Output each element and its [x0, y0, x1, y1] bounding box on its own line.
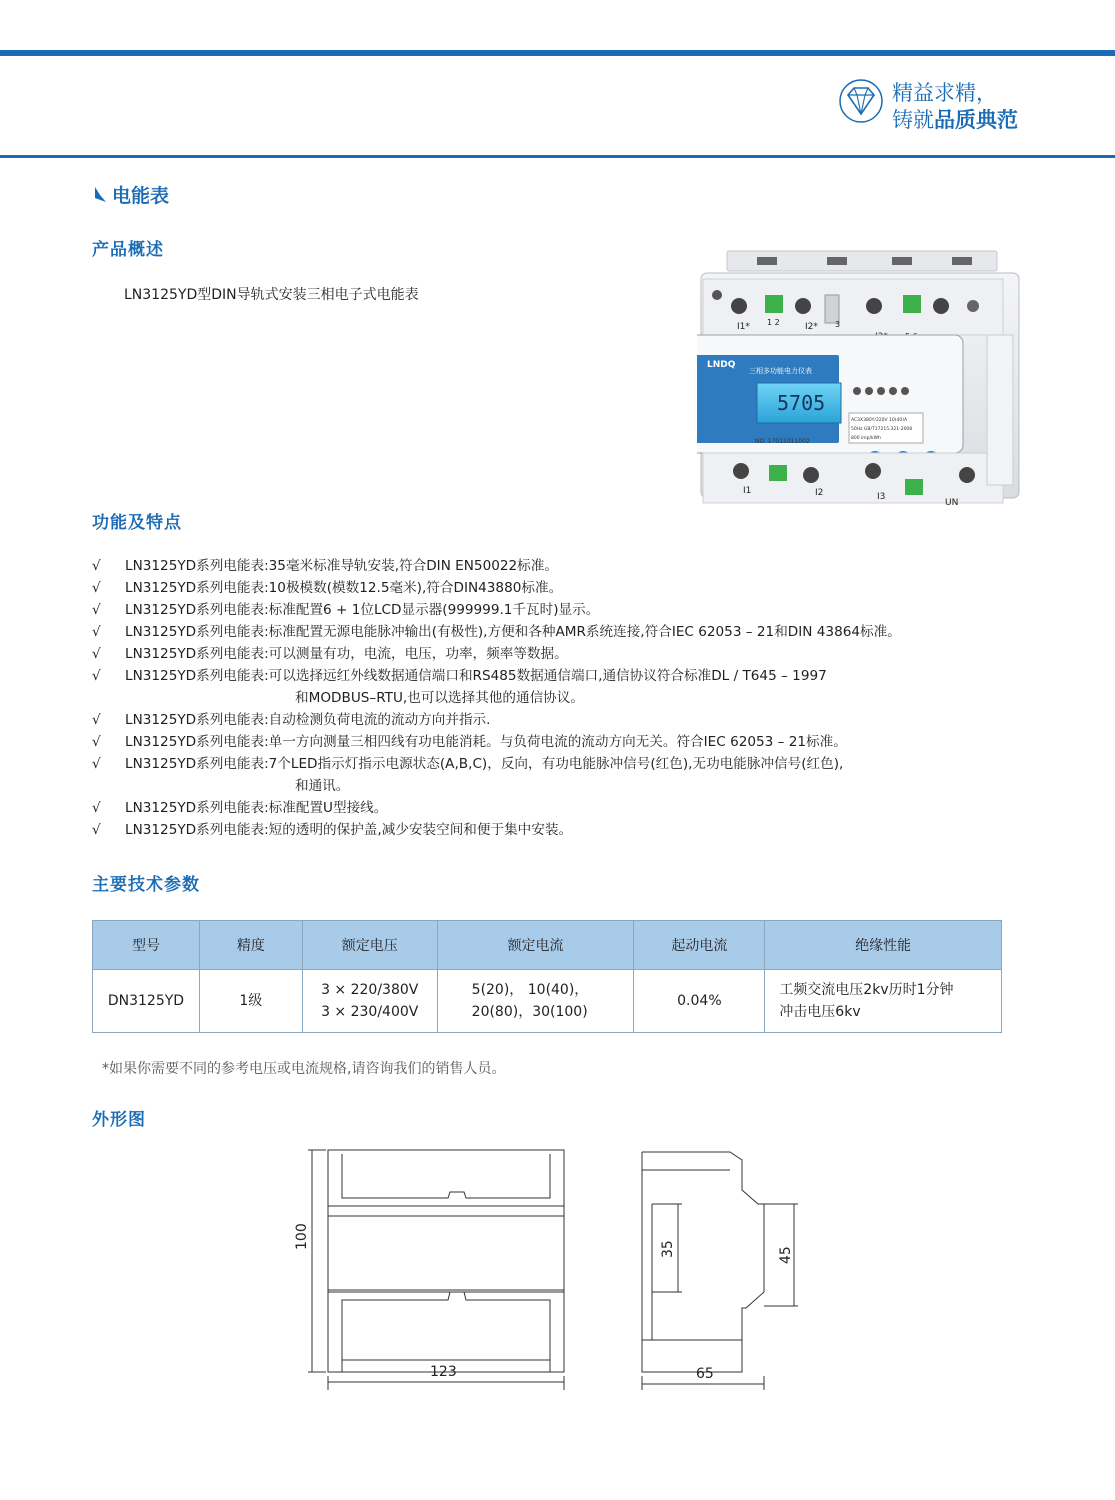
section-title-overview: 产品概述 — [92, 240, 164, 260]
cell-insulation — [765, 970, 1002, 1033]
svg-text:I2: I2 — [815, 488, 824, 498]
check-icon: √ — [92, 602, 101, 618]
check-icon: √ — [92, 668, 101, 684]
dim-side-height: 45 — [778, 1246, 794, 1264]
brand-line-2-bold: 品质典范 — [934, 108, 1018, 132]
feature-text: LN3125YD系列电能表:10极模数(模数12.5毫米),符合DIN43880标准。 — [125, 580, 563, 596]
cell-start-current: 0.04% — [634, 970, 765, 1033]
section-title-outline: 外形图 — [92, 1110, 146, 1130]
cell-accuracy: 1级 — [199, 970, 302, 1033]
section-title-features: 功能及特点 — [92, 513, 182, 533]
header-current: 额定电流 — [437, 921, 634, 970]
feature-text: LN3125YD系列电能表:可以测量有功，电流，电压，功率，频率等数据。 — [125, 646, 568, 662]
device-spec-line-1: AC3X380Y/220V 10(40)A — [851, 418, 908, 423]
device-brand: LNDQ — [707, 360, 736, 370]
device-panel-title: 三相多功能电力仪表 — [749, 367, 812, 375]
check-icon: √ — [92, 712, 101, 728]
current-line-1: 5(20)， 10(40)， — [471, 982, 589, 998]
current-line-2: 20(80)，30(100) — [471, 1004, 588, 1020]
diamond-logo-icon — [838, 78, 884, 124]
check-icon: √ — [92, 800, 101, 816]
svg-text:I2*: I2* — [805, 322, 818, 332]
feature-text: LN3125YD系列电能表:标准配置无源电能脉冲输出(有极性),方便和各种AMR系统连接,符合IEC 62053 – 21和DIN 43864标准。 — [125, 624, 901, 640]
check-icon: √ — [92, 756, 101, 772]
dim-side-depth: 65 — [696, 1366, 714, 1382]
check-icon: √ — [92, 646, 101, 662]
check-icon: √ — [92, 558, 101, 574]
page-title-text: 电能表 — [112, 185, 170, 207]
cell-voltage — [302, 970, 437, 1033]
cell-current — [437, 970, 634, 1033]
svg-text:I1: I1 — [743, 486, 752, 496]
spec-table-header — [93, 921, 1002, 970]
header-start-current: 起动电流 — [634, 921, 765, 970]
voltage-line-2: 3 × 230/400V — [321, 1004, 419, 1020]
dim-front-width: 123 — [430, 1364, 457, 1380]
feature-text: LN3125YD系列电能表:35毫米标准导轨安装,符合DIN EN50022标准。 — [125, 558, 558, 574]
page-title — [92, 181, 169, 208]
voltage-line-1: 3 × 220/380V — [321, 982, 419, 998]
check-icon: √ — [92, 734, 101, 750]
spec-table — [92, 920, 1002, 1033]
brand-line-2-prefix: 铸就 — [892, 108, 934, 132]
cell-model: DN3125YD — [93, 970, 200, 1033]
brand-line-1: 精益求精， — [892, 81, 997, 105]
svg-text:1 2: 1 2 — [767, 318, 780, 327]
device-display: 5705 — [777, 391, 826, 415]
bookmark-icon — [92, 186, 108, 204]
overview-text: LN3125YD型DIN导轨式安装三相电子式电能表 — [124, 287, 419, 303]
dim-front-height: 100 — [294, 1223, 310, 1250]
device-serial: NO. 17011011002 — [755, 438, 810, 445]
device-spec-line-2: 50Hz GB/T17215.321-2008 — [851, 427, 913, 432]
outline-drawing — [280, 1140, 820, 1390]
terminal-i1: I1* — [737, 322, 750, 332]
feature-text: LN3125YD系列电能表:单一方向测量三相四线有功电能消耗。与负荷电流的流动方向无关。符合IEC 62053 – 21标准。 — [125, 734, 847, 750]
top-rule — [0, 50, 1115, 56]
header-model: 型号 — [93, 921, 200, 970]
check-icon: √ — [92, 580, 101, 596]
feature-text: LN3125YD系列电能表:自动检测负荷电流的流动方向并指示. — [125, 712, 491, 728]
footnote: *如果你需要不同的参考电压或电流规格,请咨询我们的销售人员。 — [102, 1061, 506, 1077]
insulation-line-1: 工频交流电压2kv历时1分钟 — [779, 982, 954, 998]
feature-text: LN3125YD系列电能表:标准配置U型接线。 — [125, 800, 388, 816]
device-spec-line-3: 800 imp/kWh — [851, 436, 881, 441]
brand-line-2 — [892, 107, 1018, 134]
dim-side-rail: 35 — [660, 1240, 676, 1258]
svg-text:I3: I3 — [877, 492, 886, 502]
check-icon: √ — [92, 624, 101, 640]
feature-text: LN3125YD系列电能表:短的透明的保护盖,减少安装空间和便于集中安装。 — [125, 822, 573, 838]
check-icon: √ — [92, 822, 101, 838]
section-title-specs: 主要技术参数 — [92, 875, 200, 895]
insulation-line-2: 冲击电压6kv — [779, 1004, 861, 1020]
feature-text: LN3125YD系列电能表:标准配置6 + 1位LCD显示器(999999.1千瓦时)显示。 — [125, 602, 600, 618]
brand-slogan — [892, 80, 1018, 134]
svg-text:UN: UN — [945, 498, 959, 508]
table-row — [93, 970, 1002, 1033]
header-accuracy: 精度 — [199, 921, 302, 970]
header-bottom-rule — [0, 155, 1115, 158]
header-voltage: 额定电压 — [302, 921, 437, 970]
feature-text-continued: 和MODBUS–RTU,也可以选择其他的通信协议。 — [295, 690, 584, 706]
feature-text-continued: 和通讯。 — [295, 778, 350, 794]
feature-text: LN3125YD系列电能表:可以选择远红外线数据通信端口和RS485数据通信端口,通信协议符合标准DL / T645 – 1997 — [125, 668, 827, 684]
header-insulation: 绝缘性能 — [765, 921, 1002, 970]
feature-text: LN3125YD系列电能表:7个LED指示灯指示电源状态(A,B,C)，反向，有功电能脉冲信号(红色),无功电能脉冲信号(红色), — [125, 756, 844, 772]
product-image — [697, 243, 1022, 513]
svg-text:3: 3 — [835, 320, 841, 329]
